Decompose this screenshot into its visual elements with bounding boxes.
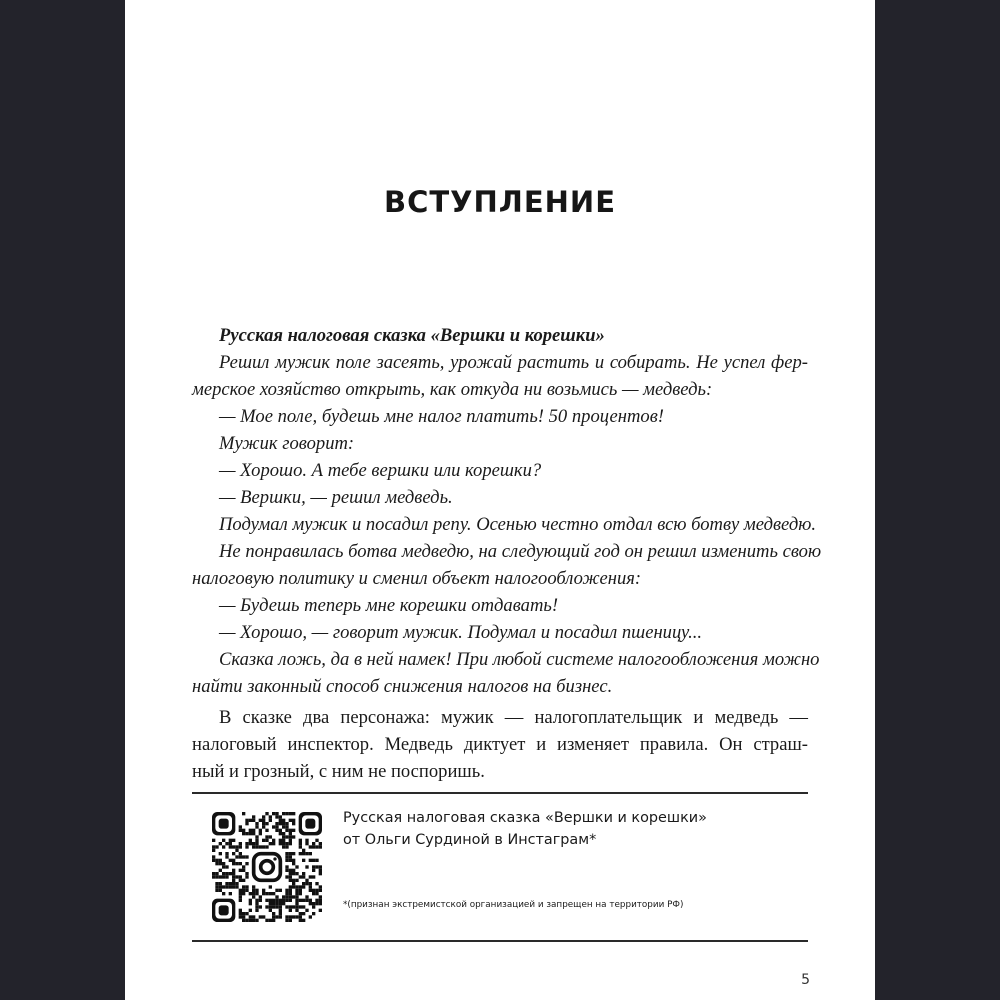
tale-line: мерское хозяйство открыть, как откуда ни возьмись — медведь: xyxy=(192,379,713,400)
tale-title: Русская налоговая сказка «Вершки и корешки» xyxy=(219,325,605,346)
tale-line: — Хорошо. А тебе вершки или корешки? xyxy=(219,460,542,481)
tale-line: Сказка ложь, да в ней намек! При любой системе налогообложения можно xyxy=(219,649,820,670)
body-text xyxy=(192,322,822,785)
qr-code[interactable] xyxy=(212,812,322,922)
bottom-divider xyxy=(192,940,808,942)
tale-line: налоговую политику и сменил объект налогообложения: xyxy=(192,568,642,589)
tale-line: Подумал мужик и посадил репу. Осенью честно отдал всю ботву медведю. xyxy=(219,514,817,535)
paragraph-line: ный и грозный, с ним не поспоришь. xyxy=(192,761,485,782)
tale-line: Решил мужик поле засеять, урожай растить и собирать. Не успел фер- xyxy=(219,352,808,373)
reference-note: *(признан экстремистской организацией и запрещен на территории РФ) xyxy=(343,900,684,910)
book-page xyxy=(125,0,875,1000)
qr-finder-top-right xyxy=(299,812,322,835)
qr-finder-bottom-left xyxy=(212,899,235,922)
tale-line: — Мое поле, будешь мне налог платить! 50 процентов! xyxy=(219,406,664,427)
reference-title: Русская налоговая сказка «Вершки и корешки» от Ольги Сурдиной в Инстаграм* xyxy=(343,810,707,848)
tale-line: — Вершки, — решил медведь. xyxy=(219,487,453,508)
paragraph-line: В сказке два персонажа: мужик — налогоплательщик и медведь — xyxy=(219,707,808,728)
paragraph-line: налоговый инспектор. Медведь диктует и изменяет правила. Он страш- xyxy=(192,734,808,755)
qr-finder-top-left xyxy=(212,812,235,835)
tale-line: — Хорошо, — говорит мужик. Подумал и посадил пшеницу... xyxy=(219,622,703,643)
tale-line: — Будешь теперь мне корешки отдавать! xyxy=(219,595,559,616)
tale-line: Мужик говорит: xyxy=(219,433,355,454)
tale-line: Не понравилась ботва медведю, на следующий год он решил изменить свою xyxy=(219,541,822,562)
chapter-heading: ВСТУПЛЕНИЕ xyxy=(383,185,617,219)
top-divider xyxy=(192,792,808,794)
tale-line: найти законный способ снижения налогов на бизнес. xyxy=(192,676,613,697)
page-number: 5 xyxy=(801,972,810,988)
